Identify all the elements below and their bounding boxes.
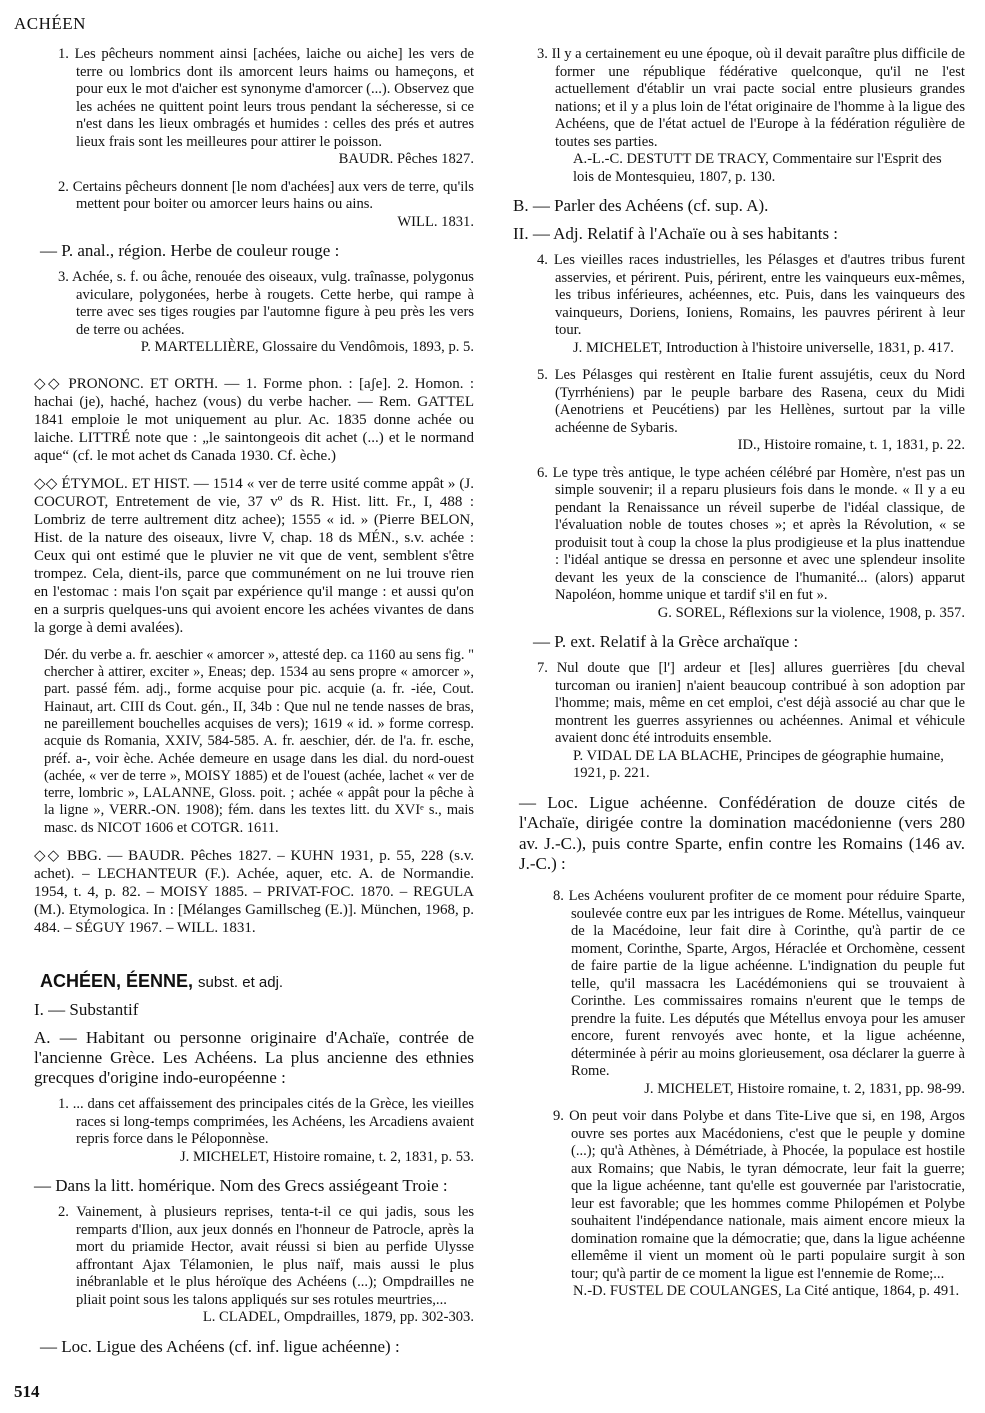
example-2: 2. Certains pêcheurs donnent [le nom d'achées] aux vers de terre, qu'ils mettent pour boiter ou amorcer leurs hains ou ains. [58,178,474,212]
division-II: II. — Adj. Relatif à l'Achaïe ou à ses habitants : [513,224,839,243]
left-column [34,46,474,1365]
page-number: 514 [14,1382,40,1401]
example-9-citation: N.-D. FUSTEL DE COULANGES, La Cité antique, 1864, p. 491. [573,1283,960,1300]
example-8-citation: J. MICHELET, Histoire romaine, t. 2, 1831, pp. 98-99. [644,1080,965,1097]
derivation-section: Dér. du verbe a. fr. aeschier « amorcer », attesté dep. ca 1160 au sens fig. " chercher à attirer, exciter », Eneas; dep. 1534 au sens propre « amorcer », part. passé fém. adj., forme acquise pour pic. acquie (a. fr. -iée, Cout. Hainaut, art. CIII ds Cout. gén., II, 34b : Que nul ne tende nasses de bras, ne pareillement bouchelles acquises de vers); 1619 « id. » forme corresp. acquie ds Romania, XXIV, 584-585. A. fr. aeschier, dér. de l'a. fr. esche, préf. a-, voir èche. Achée demeure en usage dans les dial. du nord-ouest (achée, « ver de terre », MOISY 1885) et de l'ouest (achée, lachet « ver de terre, lombric », LALANNE, Gloss. poit. ; achée « appât pour la pêche à la ligne », VERR.-ON. 1908); fém. dans les textes litt. du XVIᵉ s., mais masc. ds NICOT 1606 et COTGR. 1611. [44,646,474,836]
division-I: I. — Substantif [34,999,139,1019]
example-9: 9. On peut voir dans Polybe et dans Tite-Live que si, en 198, Argos ouvre ses portes aux Macédoniens, c'est que le peuple y domine (...); qu'à Athènes, à Démétriade, à Phocée, la populace est hostile aux Romains; que Nabis, le tyran démocrate, leur fait la guerre; que la ligue achéenne, tant qu'elle est gouvernée par l'aristocratie, leur est favorable; que les hommes comme Philopémen et Polybe souhaitent l'indépendance nationale, mais aiment encore mieux la domination romaine que la démocratie; que, dans la ligue achéenne ellemême il vient un moment où le parti populaire surgit à son tour; qu'à partir de ce moment la ligue est l'ennemie de Rome;... [553,1108,965,1282]
example-7: 7. Nul doute que [l'] ardeur et [les] allures guerrières [du cheval turcoman ou iranien] n'aient beaucoup contribué à son adoption par l'homme; mais, même en cet emploi, c'est déjà associé au char que le montrent les guerres assyriennes ou achéennes. Animal et véhicule avaient donc été introduits ensemble. [537,660,965,747]
example-6-citation: G. SOREL, Réflexions sur la violence, 1908, p. 357. [657,604,965,621]
homeric-sense: — Dans la litt. homérique. Nom des Grecs assiégeant Troie : [34,1176,448,1196]
example-2-citation: WILL. 1831. [397,213,474,230]
page-header: ACHÉEN [14,14,86,33]
example-5: 5. Les Pélasges qui restèrent en Italie furent assujétis, ceux du Nord (Tyrrhéniens) par le peuple barbare des Rasena, ceux du Midi (Aenotriens et Peucétiens) par les Hellènes, surtout par la ville achéenne de Sybaris. [537,367,965,436]
example-1: 1. Les pêcheurs nomment ainsi [achées, laiche ou aiche] les vers de terre ou lombrics dont ils amorcent leurs haims ou hameçons, et pour eux le mot d'aicher est synonyme d'amorcer (...). Observez que les achées ne quittent point leurs trous pendant la sécheresse, si ce n'est dans les lieux ombragés et humides : celles des prés et autres lieux frais sont les meilleures pour attirer le poisson. [58,46,474,150]
locution-1: — Loc. Ligue des Achéens (cf. inf. ligue achéenne) : [40,1336,400,1356]
example-7-citation: P. VIDAL DE LA BLACHE, Principes de géographie humaine, 1921, p. 221. [573,747,944,782]
example-6: 6. Le type très antique, le type achéen célébré par Homère, n'est pas un simple souvenir; il a reparu plusieurs fois dans le monde. « Il y a eu pendant la Renaissance un réveil superbe de l'idéal classique, de l'évaluation noble de toutes choses »; et après la Révolution, « se produisit tout à coup la chose la plus prodigieuse et la plus inattendue : l'idéal antique se dressa en personne et avec une splendeur insolite devant les yeux de la conscience de l'humanité... (alors) apparut Napoléon, homme unique et tardif s'il en fut ». [537,464,965,603]
entry-heading [40,971,474,992]
example-3-citation: P. MARTELLIÈRE, Glossaire du Vendômois, 1893, p. 5. [140,339,474,356]
example-4: 4. Les vieilles races industrielles, les Pélasges et d'autres tribus furent asservies, et périrent. Puis, périrent, entre les vainqueurs eux-mêmes, les tribus inférieures, achéennes, etc. Puis, dans les vainqueurs des vainqueurs, Doriens, Ioniens, Romains, les pauvres périrent à leur tour. [537,252,965,338]
example-a1-citation: J. MICHELET, Histoire romaine, t. 2, 1831, p. 53. [180,1148,474,1165]
sense-B: B. — Parler des Achéens (cf. sup. A). [513,196,769,215]
analogy-sense: — P. anal., région. Herbe de couleur rouge : [40,241,340,260]
example-5-citation: ID., Histoire romaine, t. 1, 1831, p. 22. [737,437,965,453]
example-a2: 2. Vainement, à plusieurs reprises, tenta-t-il ce qui jadis, sous les remparts d'Ilion, aux jeux donnés en l'honneur de Patrocle, après la mort du priamide Hector, avait réussi si bien au perfide Ulysse affrontant Ajax Télamonien, le plus naïf, mais aussi le plus inébranlable et le plus héroïque des Achéens (...); Ompdrailles ne pliait point sous les talons appliqués sur ses rotules meurtries,... [58,1204,474,1308]
example-1-citation: BAUDR. Pêches 1827. [338,151,474,167]
right-column [513,46,965,1311]
sense-A: A. — Habitant ou personne originaire d'Achaïe, contrée de l'ancienne Grèce. Les Achéens. La plus ancienne des ethnies grecques d'origine indo-européenne : [34,1027,474,1088]
pronunciation-section: ◇◇ PRONONC. ET ORTH. — 1. Forme phon. : [aʃe]. 2. Homon. : hachai (je), haché, hachez (vous) du verbe hacher. — Rem. GATTEL 1841 emploie le mot uniquement au plur. Ac. 1835 donne achée ou laiche. LITTRÉ note que : „le saintongeois dit achet (...) et le normand aque“ (cf. le mot achet ds Canada 1930. Cf. èche.) [34,375,474,464]
locution-2: — Loc. Ligue achéenne. Confédération de douze cités de l'Achaïe, dirigée contre la domination macédonienne (vers 280 av. J.-C.), puis contre Sparte, enfin contre les Romains (146 av. J.-C.) : [519,792,965,874]
example-a2-citation: L. CLADEL, Ompdrailles, 1879, pp. 302-303. [202,1309,474,1326]
extension-sense: — P. ext. Relatif à la Grèce archaïque : [533,632,799,651]
example-4-citation: J. MICHELET, Introduction à l'histoire universelle, 1831, p. 417. [573,339,954,356]
example-3: 3. Achée, s. f. ou âche, renouée des oiseaux, vulg. traînasse, polygonus aviculare, polygonées, herbe à rougets. Cette herbe, qui rampe à terre avec ses tiges rougies par l'automne figure à peu près les vers de terre ou achées. [58,269,474,338]
example-a1: 1. ... dans cet affaissement des principales cités de la Grèce, les vieilles races si long-temps comprimées, les Achéens, les Arcadiens avaient repris force dans le Péloponnèse. [58,1096,474,1148]
etymology-section: ◇◇ ÉTYMOL. ET HIST. — 1514 « ver de terre usité comme appât » (J. COCUROT, Entretement de vie, 37 vº ds R. Hist. litt. Fr., I, 488 : Lombriz de terre aultrement ditz achee); 1555 « id. » (Pierre BELON, Hist. de la nature des oiseaux, livre V, chap. 18 ds MÉN., s.v. achée : Ceux qui ont estimé que le pluvier ne vit que de vent, semblent s'être trompez. Cela, dient-ils, parce que communément on ne lui trouve rien en l'estomac : mais l'on sçait par expérience qu'il mange : et aussi qu'on en a surpris quelques-uns qui avoient encore les achées vivantes de dans la gorge à demi avalées). [34,475,474,636]
bibliography-section: ◇◇ BBG. — BAUDR. Pêches 1827. – KUHN 1931, p. 55, 228 (s.v. achet). – LECHANTEUR (F.). Achée, aquer, etc. A. de Normandie. 1954, t. 4, p. 82. – MOISY 1885. – PRIVAT-FOC. 1870. – REGULA (M.). Etymologica. In : [Mélanges Gamillscheg (E.)]. München, 1968, p. 484. – SÉGUY 1967. – WILL. 1831. [34,847,474,936]
example-r3: 3. Il y a certainement eu une époque, où il devait paraître plus difficile de former une république fédérative quelconque, qu'il ne l'est actuellement d'établir un vrai pacte social entre plusieurs grandes nations; et il y a plus loin de l'état originaire de l'homme à la ligue des Achéens, que de l'état actuel de l'Europe à la fédération régulière de toutes ses parties. [537,46,965,150]
example-r3-citation: A.-L.-C. DESTUTT DE TRACY, Commentaire sur l'Esprit des lois de Montesquieu, 1807, p. 130. [573,151,942,185]
entry-word: ACHÉEN, ÉENNE, [40,970,194,991]
example-8: 8. Les Achéens voulurent profiter de ce moment pour réduire Sparte, soulevée contre eux par les intrigues de Rome. Métellus, vainqueur de la Macédoine, leur fait dire à Corinthe, qu'à partir de ce moment, Corinthe, Sparte, Argos, Héraclée et Orchomène, cessent de faire partie de la ligue achéenne. L'indignation du peuple fut telle, qu'il massacra les Lacédémoniens qui se trouvaient à Corinthe. Les commissaires romains n'eurent que le temps de prendre la fuite. Les députés que Métellus envoya pour les amuser encore, furent renvoyés avec honte, et la ligue achéenne, déterminée à périr au moins glorieusement, osa déclarer la guerre à Rome. [553,888,965,1080]
entry-part-of-speech: subst. et adj. [198,973,284,991]
